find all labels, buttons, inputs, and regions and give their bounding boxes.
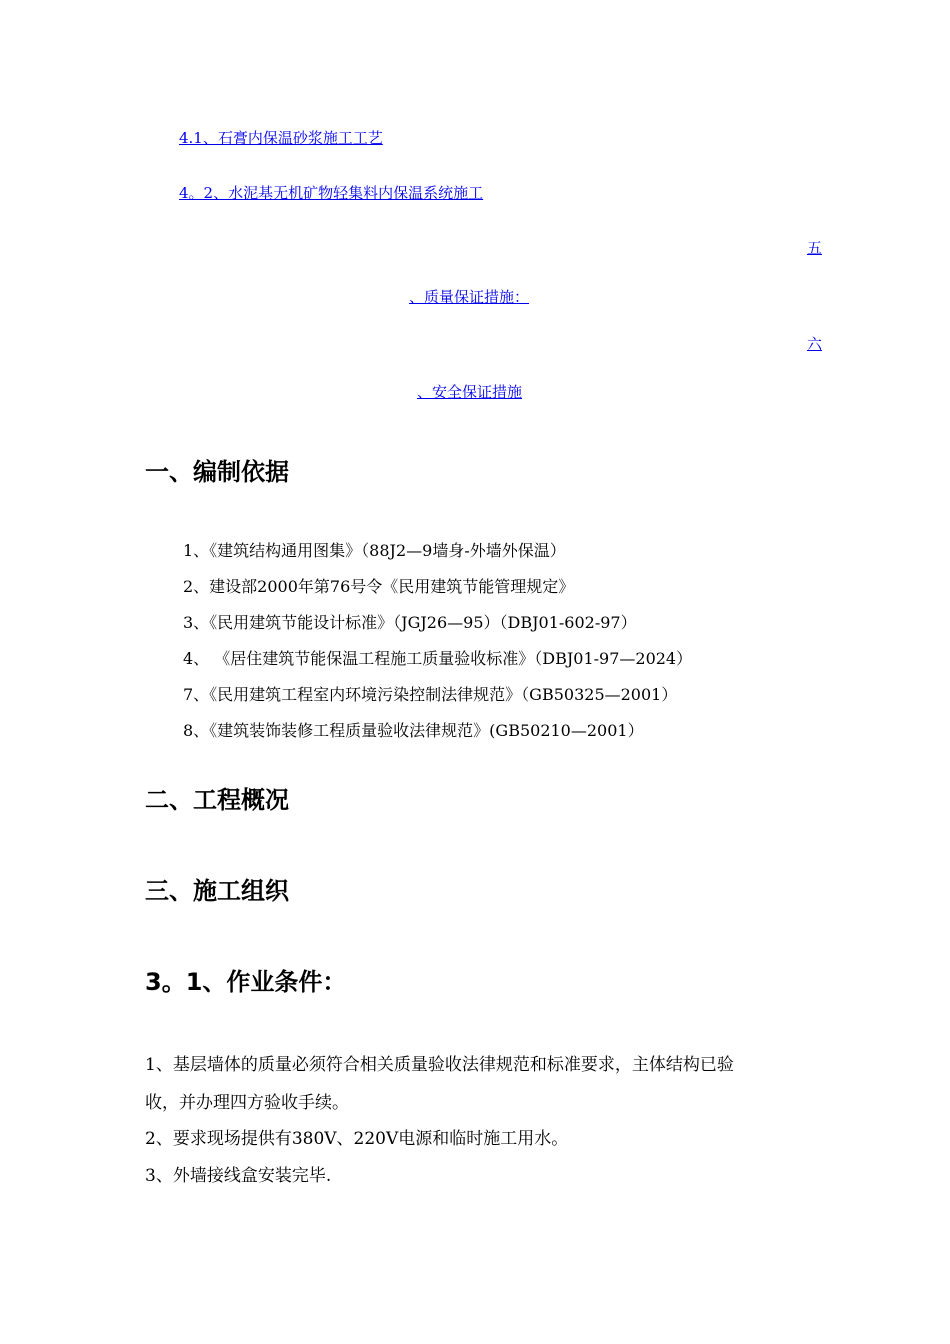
toc-link-4-1[interactable]: 4.1、石膏内保温砂浆施工工艺 bbox=[179, 129, 383, 147]
section-3-heading: 三、施工组织 bbox=[145, 877, 289, 905]
basis-item-1: 1、《建筑结构通用图集》（88J2—9墙身-外墙外保温） bbox=[183, 541, 566, 560]
basis-item-7: 7、《民用建筑工程室内环境污染控制法律规范》（GB50325—2001） bbox=[183, 685, 678, 704]
basis-item-4: 4、 《居住建筑节能保温工程施工质量验收标准》（DBJ01-97—2024） bbox=[183, 649, 693, 668]
condition-paragraph-1-line-1: 1、基层墙体的质量必须符合相关质量验收法律规范和标准要求，主体结构已验 bbox=[145, 1055, 734, 1075]
basis-item-8: 8、《建筑装饰装修工程质量验收法律规范》(GB50210—2001） bbox=[183, 721, 644, 740]
basis-item-2: 2、建设部2000年第76号令《民用建筑节能管理规定》 bbox=[183, 577, 575, 596]
toc-link-6-number[interactable]: 六 bbox=[807, 335, 823, 353]
section-2-heading: 二、工程概况 bbox=[145, 786, 289, 814]
section-1-heading: 一、编制依据 bbox=[145, 458, 289, 486]
toc-link-5-text[interactable]: 、质量保证措施： bbox=[409, 288, 530, 306]
section-3-1-heading: 3。1、作业条件： bbox=[145, 968, 347, 996]
toc-link-4-2[interactable]: 4。2、水泥基无机矿物轻集料内保温系统施工 bbox=[179, 184, 484, 202]
condition-paragraph-3: 3、外墙接线盒安装完毕. bbox=[145, 1166, 332, 1186]
condition-paragraph-2: 2、要求现场提供有380V、220V电源和临时施工用水。 bbox=[145, 1129, 569, 1149]
condition-paragraph-1-line-2: 收，并办理四方验收手续。 bbox=[145, 1093, 349, 1113]
toc-link-5-number[interactable]: 五 bbox=[807, 239, 823, 257]
basis-item-3: 3、《民用建筑节能设计标准》（JGJ26—95）（DBJ01-602-97） bbox=[183, 613, 637, 632]
toc-link-6-text[interactable]: 、安全保证措施 bbox=[417, 383, 523, 401]
